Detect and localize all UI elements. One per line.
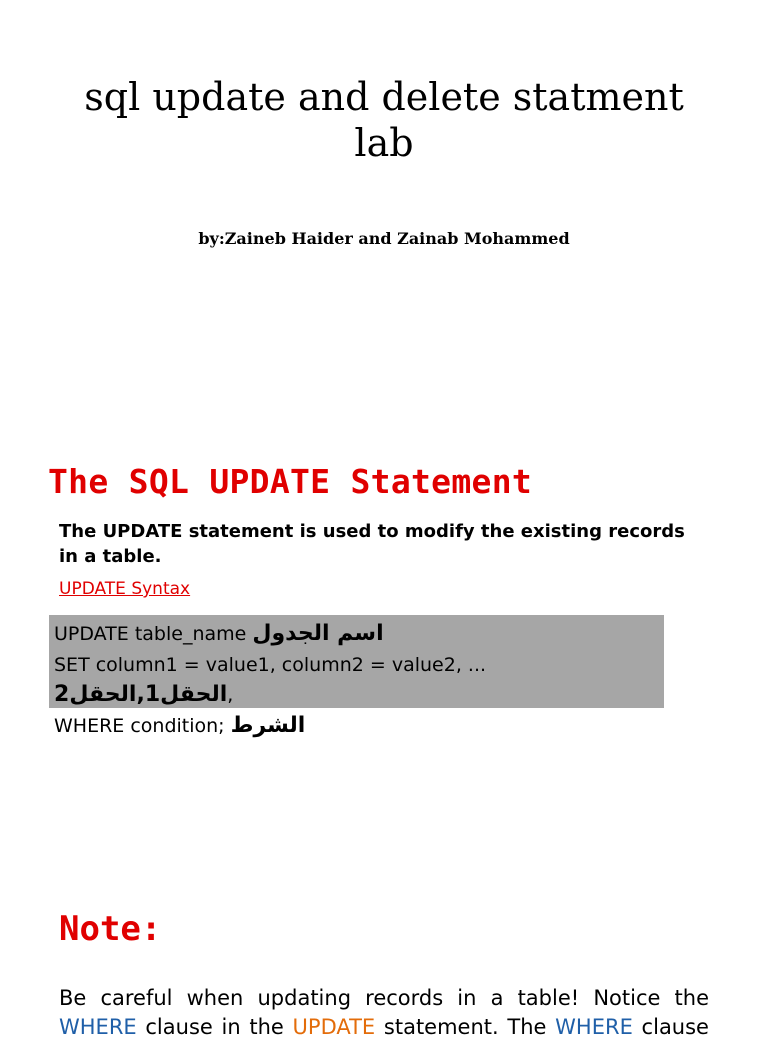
note-body-part-2: clause in the	[136, 1015, 293, 1039]
code-line-3	[54, 680, 233, 710]
update-syntax-link[interactable]: UPDATE Syntax	[59, 579, 191, 599]
note-body-part-1: Be careful when updating records in a table! Notice the	[59, 986, 709, 1010]
code-line-1	[54, 619, 384, 649]
code-line-1-arabic: اسم الجدول	[252, 621, 384, 646]
update-statement-heading: The SQL UPDATE Statement	[48, 462, 533, 501]
code-line-4-arabic: الشرط	[230, 713, 306, 738]
code-line-4	[54, 711, 305, 741]
code-line-1-text: UPDATE table_name	[54, 623, 253, 645]
note-body-part-4: clause	[632, 1015, 709, 1039]
note-body	[59, 984, 709, 1042]
note-body-part-3: statement. The	[375, 1015, 556, 1039]
code-line-3-comma: ,	[227, 684, 234, 706]
update-intro-text: The UPDATE statement is used to modify the existing records in a table.	[59, 521, 685, 567]
keyword-where-1: WHERE	[59, 1015, 137, 1039]
code-line-2: SET column1 = value1, column2 = value2, ...	[54, 654, 487, 676]
slide-title: sql update and delete statment lab	[84, 75, 684, 165]
code-line-4-text: WHERE condition;	[54, 715, 231, 737]
author-byline: by:Zaineb Haider and Zainab Mohammed	[198, 229, 570, 248]
note-heading: Note:	[59, 909, 162, 949]
code-line-3-arabic: الحقل1,الحقل2	[54, 682, 228, 707]
keyword-update: UPDATE	[292, 1015, 376, 1039]
keyword-where-2: WHERE	[555, 1015, 633, 1039]
